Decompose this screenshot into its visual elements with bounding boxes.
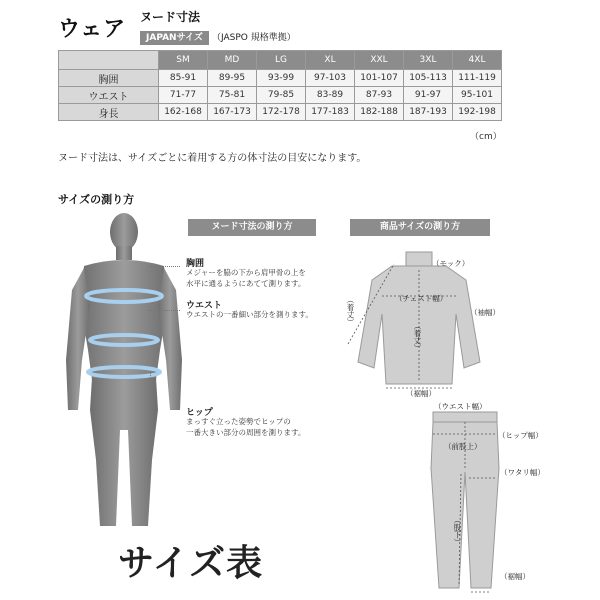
- label-hem-width: （裾幅）: [406, 389, 436, 398]
- label-front-rise: （前股上）: [444, 442, 482, 451]
- table-cell: 162-168: [159, 104, 208, 121]
- table-cell: 187-193: [404, 104, 453, 121]
- chest-title: 胸囲: [186, 259, 205, 269]
- column-header: SM: [159, 51, 208, 70]
- table-row: [59, 87, 502, 104]
- size-table: [58, 50, 502, 121]
- table-row: [59, 70, 502, 87]
- table-cell: 177-183: [306, 104, 355, 121]
- chest-desc-line1: メジャーを脇の下から肩甲骨の上を: [186, 268, 306, 277]
- table-cell: 97-103: [306, 70, 355, 87]
- row-label: 身長: [59, 104, 159, 121]
- japan-size-badge: JAPANサイズ: [140, 31, 209, 45]
- table-cell: 192-198: [453, 104, 502, 121]
- body-silhouette-figure: [60, 210, 190, 540]
- size-note: ヌード寸法は、サイズごとに着用する方の体寸法の目安になります。: [58, 153, 367, 164]
- jaspo-standard-note: （JASPO 規格準拠）: [212, 33, 296, 43]
- chest-desc-line2: 水平に通るようにあてて測ります。: [186, 279, 306, 288]
- table-cell: 101-107: [355, 70, 404, 87]
- label-inseam: （股下）: [453, 516, 462, 546]
- page-subtitle: ヌード寸法: [140, 10, 201, 24]
- nude-measure-header: ヌード寸法の測り方: [188, 219, 316, 236]
- waist-desc-line1: ウエストの一番細い部分を測ります。: [186, 310, 313, 319]
- table-cell: 89-95: [208, 70, 257, 87]
- section-title-measure: サイズの測り方: [58, 193, 135, 206]
- table-cell: 83-89: [306, 87, 355, 104]
- hip-title: ヒップ: [186, 408, 213, 418]
- column-header: XL: [306, 51, 355, 70]
- table-row: [59, 104, 502, 121]
- column-header: 3XL: [404, 51, 453, 70]
- table-cell: 105-113: [404, 70, 453, 87]
- table-cell: 167-173: [208, 104, 257, 121]
- label-sleeve: （袖幅）: [470, 308, 500, 317]
- unit-label: （cm）: [470, 132, 502, 142]
- chest-leader-line: [150, 266, 180, 267]
- table-cell: 75-81: [208, 87, 257, 104]
- table-cell: 93-99: [257, 70, 306, 87]
- page-title: ウェア: [58, 17, 127, 42]
- column-header: LG: [257, 51, 306, 70]
- hip-leader-line: [150, 372, 151, 410]
- label-chest-width: （チェスト幅）: [395, 294, 448, 303]
- product-measure-header: 商品サイズの測り方: [350, 219, 490, 236]
- size-chart-title: サイズ表: [118, 543, 264, 584]
- table-cell: 91-97: [404, 87, 453, 104]
- label-hip-width: （ヒップ幅）: [498, 431, 543, 440]
- pants-illustration: [425, 408, 505, 596]
- table-cell: 95-101: [453, 87, 502, 104]
- table-cell: 111-119: [453, 70, 502, 87]
- row-label: ウエスト: [59, 87, 159, 104]
- label-back-length: （着丈）: [346, 296, 355, 326]
- label-pant-hem: （裾幅）: [500, 572, 530, 581]
- table-cell: 182-188: [355, 104, 404, 121]
- table-corner-cell: [59, 51, 159, 70]
- label-waist-width: （ウエスト幅）: [434, 402, 487, 411]
- label-thigh-width: （ワタリ幅）: [500, 468, 545, 477]
- table-header-row: [59, 51, 502, 70]
- label-mock: （モック）: [432, 259, 470, 268]
- table-cell: 85-91: [159, 70, 208, 87]
- hip-desc-line1: まっすぐ立った姿勢でヒップの: [186, 417, 291, 426]
- column-header: 4XL: [453, 51, 502, 70]
- table-cell: 87-93: [355, 87, 404, 104]
- row-label: 胸囲: [59, 70, 159, 87]
- table-cell: 172-178: [257, 104, 306, 121]
- label-body-length: （着丈）: [413, 322, 422, 352]
- waist-title: ウエスト: [186, 301, 223, 311]
- column-header: MD: [208, 51, 257, 70]
- column-header: XXL: [355, 51, 404, 70]
- waist-leader-line: [148, 310, 180, 311]
- table-cell: 71-77: [159, 87, 208, 104]
- table-cell: 79-85: [257, 87, 306, 104]
- hip-desc-line2: 一番大きい部分の周囲を測ります。: [186, 428, 306, 437]
